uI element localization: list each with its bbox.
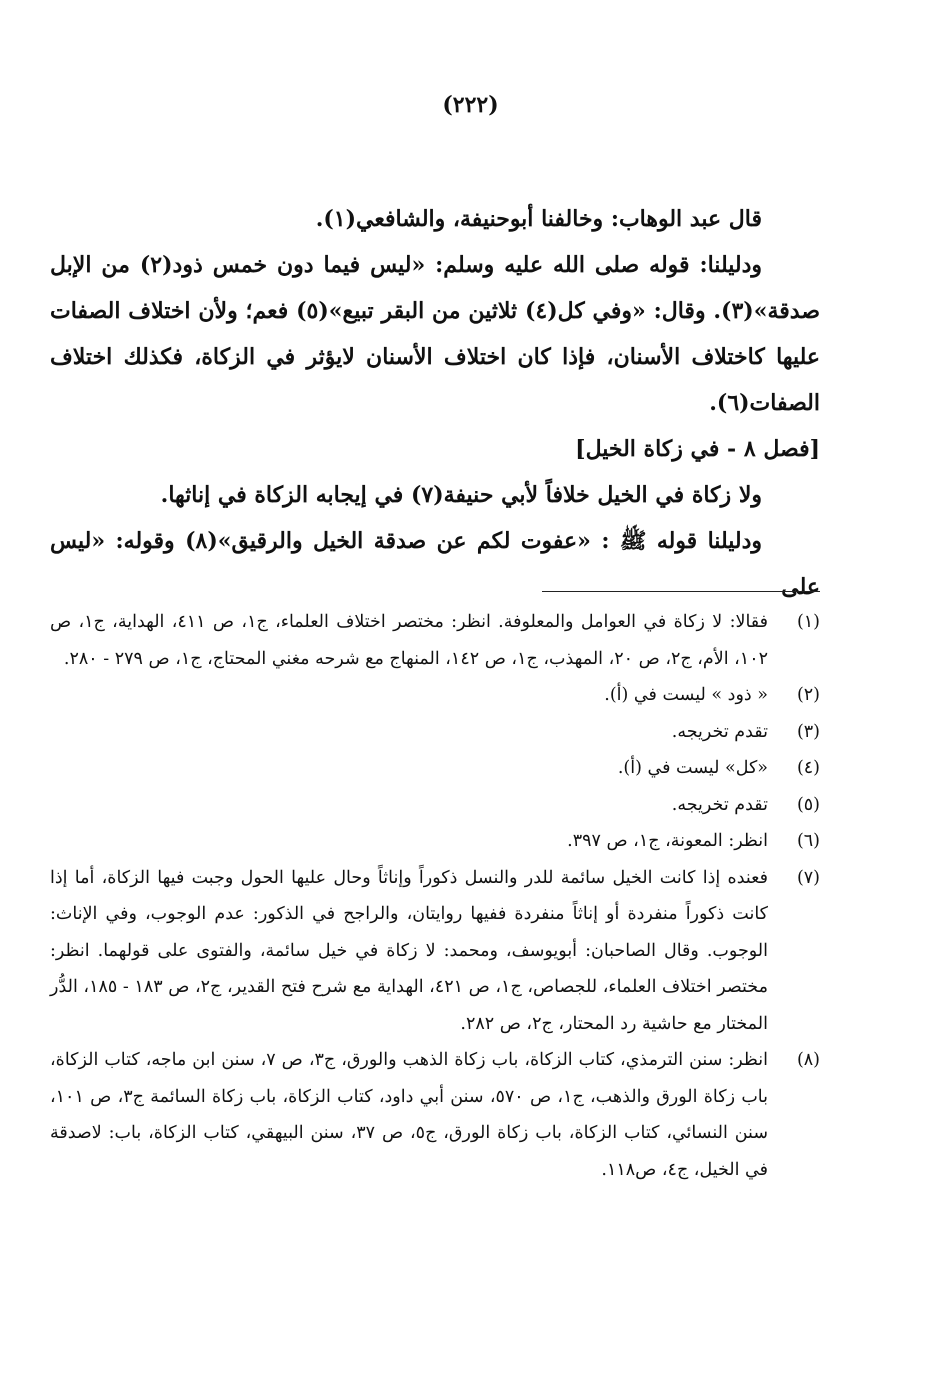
paragraph-2: ودليلنا: قوله صلى الله عليه وسلم: «ليس فيما دون خمس ذود(٢) من الإبل صدقة»(٣). وقال: «وفي كل(٤) ثلاثين من البقر تبيع»(٥) فعم؛ ولأن اختلاف الصفات عليها كاختلاف الأسنان، فإذا كان اختلاف الأسنان لايؤثر في الزكاة، فكذلك اختلاف الصفات(٦). — [50, 252, 820, 416]
footnote-text: تقدم تخريجه. — [671, 794, 768, 815]
footnote-number: (٣) — [796, 721, 820, 742]
paragraph-3: ولا زكاة في الخيل خلافاً لأبي حنيفة(٧) في إيجابه الزكاة في إناثها. — [160, 482, 762, 508]
footnote-number: (٤) — [796, 758, 820, 778]
footnote-text: فقالا: لا زكاة في العوامل والمعلوفة. انظر: مختصر اختلاف العلماء، ج١، ص ٤١١، الهداية، ج١، ص ١٠٢، الأم، ج٢، ص ٢٠، المهذب، ج١، ص ١٤٢، المنهاج مع شرحه مغني المحتاج، ج١، ص ٢٧٩ - ٢٨٠. — [50, 612, 768, 669]
footnote-text: انظر: سنن الترمذي، كتاب الزكاة، باب زكاة الذهب والورق، ج٣، ص ٧، سنن ابن ماجه، كتاب الزكاة، باب زكاة الورق والذهب، ج١، ص ٥٧٠، سنن أبي داود، كتاب الزكاة، باب زكاة السائمة ج٣، ص ١٠١، سنن النسائي، كتاب الزكاة، باب زكاة الورق، ج٥، ص ٣٧، سنن البيهقي، كتاب الزكاة، باب: لاصدقة في الخيل، ج٤، ص١١٨. — [50, 1050, 769, 1180]
footnote-number: (٨) — [796, 1050, 820, 1070]
footnote-5 — [50, 787, 820, 824]
footnote-text: فعنده إذا كانت الخيل سائمة للدر والنسل ذكوراً وإناثاً وحال عليها الحول وجبت فيها الزكاة، أما إذا كانت ذكوراً منفردة أو إناثاً منفردة ففيها روايتان، والراجح في الذكور: عدم الوجوب، وفي الإناث: الوجوب. وقال الصاحبان: أبويوسف، ومحمد: لا زكاة في خيل سائمة، والفتوى على قولهما. انظر: مختصر اختلاف العلماء، للجصاص، ج١، ص ٤٢١، الهداية مع شرح فتح القدير، ج٢، ص ١٨٣ - ١٨٥، الدُّر المختار مع حاشية رد المحتار، ج٢، ص ٢٨٢. — [50, 867, 768, 1034]
footnote-1 — [50, 604, 820, 677]
footnote-number: (١) — [796, 612, 820, 632]
footnote-text: تقدم تخريجه. — [671, 721, 768, 742]
footnote-text: « ذود » ليست في (أ). — [604, 685, 768, 705]
footnote-number: (٢) — [796, 685, 820, 705]
footnote-7 — [50, 860, 820, 1043]
section-heading: [فصل ٨ - في زكاة الخيل] — [575, 436, 820, 462]
footnote-4 — [50, 750, 820, 787]
footnote-text: انظر: المعونة، ج١، ص ٣٩٧. — [567, 831, 768, 851]
footnote-number: (٧) — [796, 867, 820, 888]
footnotes — [50, 604, 820, 1188]
footnote-2 — [50, 677, 820, 714]
footnote-text: «كل» ليست في (أ). — [617, 758, 768, 778]
main-text — [50, 196, 820, 610]
footnote-separator — [542, 591, 820, 592]
footnote-6 — [50, 823, 820, 860]
paragraph-4: ودليلنا قوله ﷺ : «عفوت لكم عن صدقة الخيل والرقيق»(٨) وقوله: «ليس على — [50, 528, 820, 600]
footnote-number: (٥) — [796, 794, 820, 815]
footnote-3 — [50, 714, 820, 751]
paragraph-1: قال عبد الوهاب: وخالفنا أبوحنيفة، والشافعي(١). — [315, 206, 762, 232]
footnote-8 — [50, 1042, 820, 1188]
footnote-number: (٦) — [796, 831, 820, 851]
page-number: (٢٢٢) — [442, 92, 499, 118]
